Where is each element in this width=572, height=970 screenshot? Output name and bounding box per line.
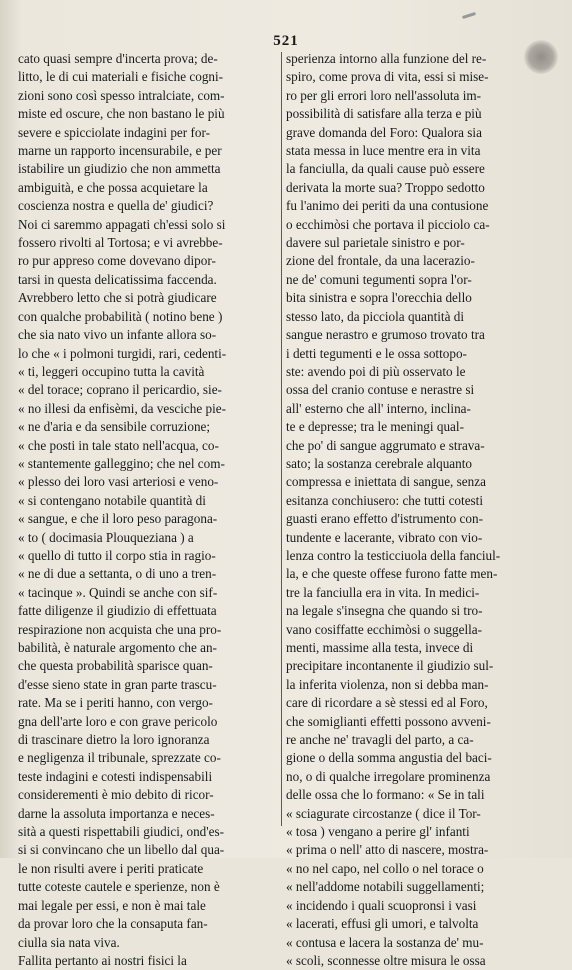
text-line: darne la assoluta importanza e neces- <box>18 805 215 821</box>
text-line: tarsi in questa delicatissima faccenda. <box>18 271 217 287</box>
text-line: na legale s'insegna che quando si tro- <box>286 603 483 619</box>
text-line: che sia nato vivo un infante allora so- <box>18 327 217 343</box>
text-line: coscienza nostra e quella de' giudici? <box>18 198 214 214</box>
text-line: « to ( docimasia Plouqueziana ) a <box>18 529 194 545</box>
text-line: possibilità di satisfare alla terza e più <box>286 106 482 122</box>
text-line: fossero rivolti al Tortosa; e vi avrebbe- <box>18 235 223 251</box>
text-line: ro per gli errori loro nell'assoluta im- <box>286 87 482 103</box>
text-line: istabilire un giudizio che non ammetta <box>18 161 221 177</box>
text-line: zione del frontale, da una lacerazio- <box>286 253 475 269</box>
text-line: « tosa ) vengano a perire gl' infanti <box>286 824 470 840</box>
text-line: gione o della somma angustia del baci- <box>286 750 492 766</box>
text-line: miste ed oscure, che non bastano le più <box>18 106 225 122</box>
text-line: litto, le di cui materiali e fisiche cogni- <box>18 69 224 85</box>
text-line: ste: avendo poi di più osservato le <box>286 363 466 379</box>
text-line: con qualche probabilità ( notino bene ) <box>18 308 223 324</box>
text-line: « contusa e lacera la sostanza de' mu- <box>286 934 484 950</box>
text-line: stesso lato, da picciola quantità di <box>286 308 464 324</box>
text-line: tre la fanciulla era in vita. In medici- <box>286 584 480 600</box>
text-line: i detti tegumenti e le ossa sottopo- <box>286 345 467 361</box>
text-line: spiro, come prova di vita, essi si mise- <box>286 69 489 85</box>
column-divider <box>281 52 282 826</box>
text-line: ciulla sia nata viva. <box>18 934 120 950</box>
text-line: sperienza intorno alla funzione del re- <box>286 51 487 66</box>
text-line: o ecchimòsi che portava il picciolo ca- <box>286 216 490 232</box>
text-line: la fanciulla, da quali cause può essere <box>286 161 485 177</box>
text-line: delle ossa che lo formano: « Se in tali <box>286 787 485 803</box>
text-line: davere sul parietale sinistro e por- <box>286 235 465 251</box>
text-line: e negligenza il tribunale, sprezzate co- <box>18 750 221 766</box>
text-line: la, e che queste offese furono fatte men- <box>286 566 498 582</box>
text-line: « plesso dei loro vasi arteriosi e veno- <box>18 474 219 490</box>
text-line: di trascinare dietro la loro ignoranza <box>18 732 210 748</box>
text-line: le non risulti avere i periti praticate <box>18 860 204 876</box>
text-line: respirazione non acquista che una pro- <box>18 621 222 637</box>
text-line: gna dell'arte loro e con grave pericolo <box>18 713 218 729</box>
text-line: « prima o nell' atto di nascere, mostra- <box>286 842 489 858</box>
text-line: « del torace; coprano il pericardio, sie- <box>18 382 222 398</box>
text-line: fu l'animo dei periti da una contusione <box>286 198 489 214</box>
text-line: zioni sono così spesso intralciate, com- <box>18 87 225 103</box>
text-line: « tacinque ». Quindi se anche con sif- <box>18 584 218 600</box>
text-line: « incidendo i quali scuopronsi i vasi <box>286 897 477 913</box>
text-line: « nell'addome notabili suggellamenti; <box>286 879 485 895</box>
text-line: derivata la morte sua? Troppo sedotto <box>286 179 485 195</box>
text-line: « sangue, e che il loro peso paragona- <box>18 511 218 527</box>
text-line: compressa e iniettata di sangue, senza <box>286 474 486 490</box>
text-line: bita sinistra e sopra l'orecchia dello <box>286 290 472 306</box>
text-line: « ne d'aria e da sensibile corruzione; <box>18 419 211 435</box>
text-line: guasti erano effetto d'istrumento con- <box>286 511 483 527</box>
text-line: all' esterno che all' interno, inclina- <box>286 400 471 416</box>
text-line: « no nel capo, nel collo o nel torace o <box>286 860 484 876</box>
text-line: che questa probabilità sparisce quan- <box>18 658 213 674</box>
text-line: « quello di tutto il corpo stia in ragio- <box>18 547 216 563</box>
text-line: considerementi è mio debito di ricor- <box>18 787 214 803</box>
text-line: Avrebbero letto che si potrà giudicare <box>18 290 217 306</box>
text-line: mai legale per essi, e non è mai tale <box>18 897 206 913</box>
text-line: « si contengano notabile quantità di <box>18 492 206 508</box>
ink-mark <box>462 12 476 19</box>
text-line: fatte diligenze il giudizio di effettuata <box>18 603 217 619</box>
text-line: menti, massime alla testa, invece di <box>286 640 474 655</box>
text-line: stata messa in luce mentre era in vita <box>286 143 481 159</box>
text-line: care di ricordare a sè stessi ed al Foro, <box>286 695 488 711</box>
text-line: « scoli, sconnesse oltre misura le ossa <box>286 952 486 968</box>
text-line: che po' di sangue aggrumato e strava- <box>286 437 485 453</box>
text-line: rate. Ma se i periti hanno, con vergo- <box>18 695 213 711</box>
text-line: vano cosiffatte ecchimòsi o suggella- <box>286 621 483 637</box>
text-line: « sciagurate circostanze ( dice il Tor- <box>286 805 481 821</box>
text-line: teste indagini e cotesti indispensabili <box>18 768 213 784</box>
text-line: si si convincano che un libello dal qua- <box>18 842 225 858</box>
text-line: te e depresse; tra le meningi qual- <box>286 419 464 435</box>
text-line: da provar loro che la consaputa fan- <box>18 916 208 932</box>
text-line: lo che « i polmoni turgidi, rari, cedenti- <box>18 345 227 361</box>
text-line: ne de' comuni tegumenti sopra l'or- <box>286 271 472 287</box>
text-line: esitanza conchiusero: che tutti cotesti <box>286 492 484 508</box>
text-line: grave domanda del Foro: Qualora sia <box>286 124 482 140</box>
text-line: ossa del cranio contuse e nerastre si <box>286 382 475 398</box>
text-line: ro pur appreso come dovevano dipor- <box>18 253 216 269</box>
text-line: « lacerati, effusi gli umori, e talvolta <box>286 916 479 932</box>
text-line: « che posti in tale stato nell'acqua, co- <box>18 437 219 453</box>
left-text-column <box>18 50 278 970</box>
text-line: no, o di qualche irregolare prominenza <box>286 768 491 784</box>
text-line: la inferita violenza, non si debba man- <box>286 676 489 692</box>
text-line: marne un rapporto incensurabile, e per <box>18 143 222 159</box>
right-text-column <box>286 50 541 970</box>
text-line: sità a questi rispettabili giudici, ond'es- <box>18 824 225 840</box>
text-line: Noi ci saremmo appagati ch'essi solo si <box>18 216 226 232</box>
text-line: « ti, leggeri occupino tutta la cavità <box>18 363 205 379</box>
text-line: tundente e lacerante, vibrato con vio- <box>286 529 483 545</box>
text-line: che somiglianti effetti possono avveni- <box>286 713 491 729</box>
text-line: precipitare incontanente il giudizio sul- <box>286 658 494 674</box>
text-line: « ne di due a settanta, o di uno a tren- <box>18 566 217 582</box>
text-line: sato; la sostanza cerebrale alquanto <box>286 455 473 471</box>
text-line: « no illesi da enfisèmi, da vesciche pie- <box>18 400 226 416</box>
text-line: lenza contro la testicciuola della fanciul- <box>286 547 501 563</box>
text-line: babilità, è naturale argomento che an- <box>18 640 217 655</box>
text-line: tutte coteste cautele e sperienze, non è <box>18 879 220 895</box>
text-line: ambiguità, e che possa acquietare la <box>18 179 208 195</box>
text-line: sangue nerastro e grumoso trovato tra <box>286 327 485 343</box>
text-line: « stantemente galleggino; che nel com- <box>18 455 225 471</box>
text-line: re anche ne' travagli del parto, a ca- <box>286 732 474 748</box>
text-line: d'esse sieno state in gran parte trascu- <box>18 676 217 692</box>
text-line: Fallita pertanto ai nostri fisici la <box>18 952 187 968</box>
text-line: severe e spicciolate indagini per for- <box>18 124 210 140</box>
page-number: 521 <box>273 33 299 49</box>
text-line: cato quasi sempre d'incerta prova; de- <box>18 51 218 66</box>
